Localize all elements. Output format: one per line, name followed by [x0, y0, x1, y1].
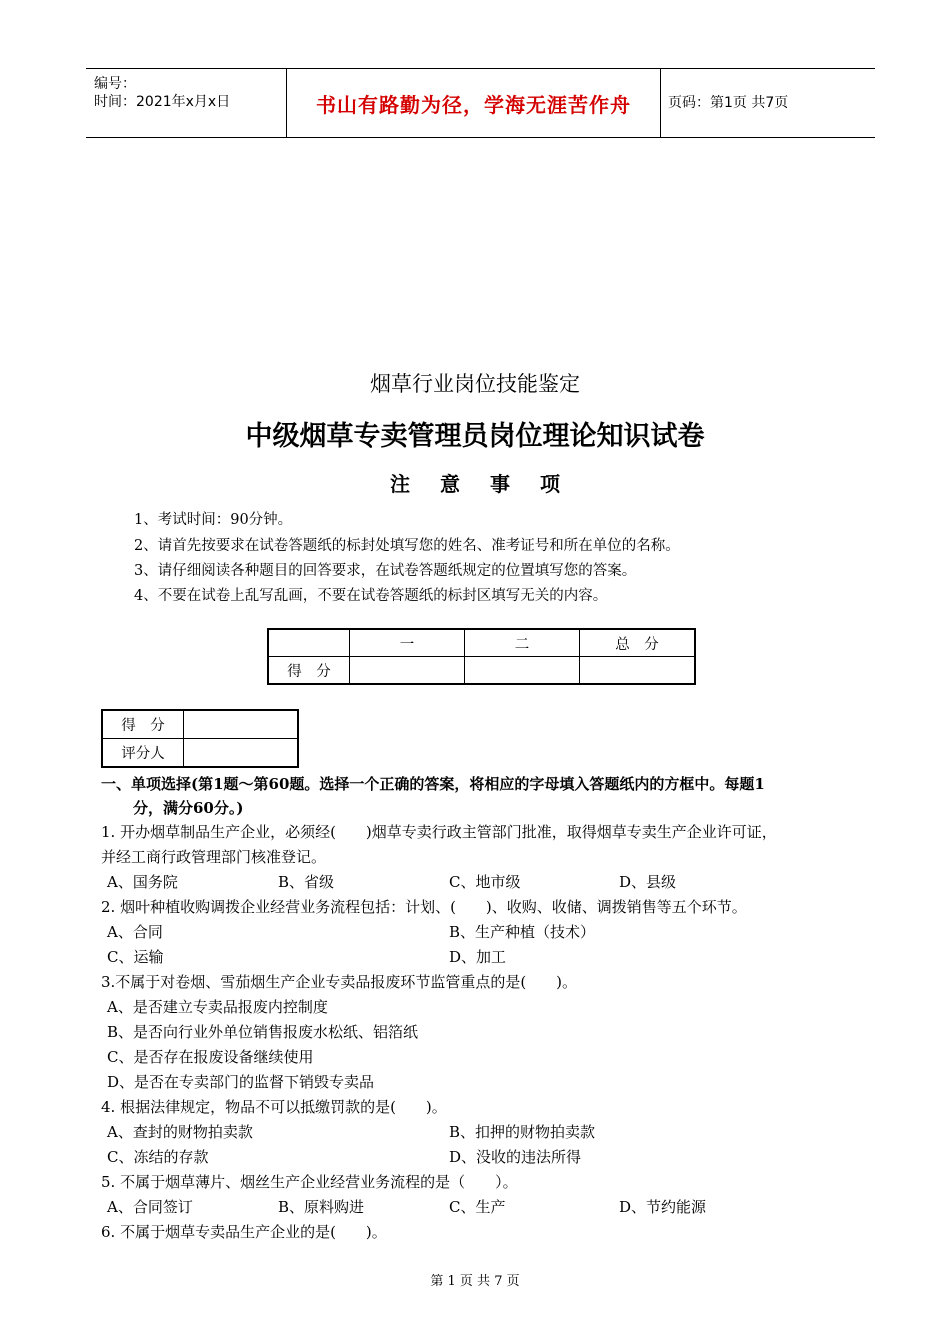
question-2-text: 2. 烟叶种植收购调拨企业经营业务流程包括：计划、( )、收购、收储、调拨销售等五个环节。: [101, 898, 747, 916]
question-6-text: 6. 不属于烟草专卖品生产企业的是( )。: [101, 1223, 387, 1241]
question-1-text: 1. 开办烟草制品生产企业，必须经( )烟草专卖行政主管部门批准，取得烟草专卖生产企业许可证，: [101, 823, 777, 841]
page-label: 页码：第1页 共7页: [668, 95, 789, 111]
question-3-option-c[interactable]: C、是否存在报废设备继续使用: [107, 1048, 314, 1066]
score-table-header-cell: 总 分: [580, 629, 696, 657]
question-3-text: 3.不属于对卷烟、雪茄烟生产企业专卖品报废环节监管重点的是( )。: [101, 973, 578, 991]
notice-item: 2、请首先按要求在试卷答题纸的标封处填写您的姓名、准考证号和所在单位的名称。: [134, 538, 680, 554]
score-table-header-cell: [268, 629, 350, 657]
section-heading-line: 分，满分60分。): [133, 799, 244, 817]
score-table: [267, 628, 696, 685]
question-1-option-d[interactable]: D、县级: [619, 873, 677, 891]
question-5-option-d[interactable]: D、节约能源: [619, 1198, 707, 1216]
question-2-option-b[interactable]: B、生产种植（技术）: [449, 923, 596, 941]
grader-table-row: [102, 710, 298, 739]
header-page-cell: [660, 69, 875, 137]
question-4-option-d[interactable]: D、没收的违法所得: [449, 1148, 582, 1166]
time-label: 时间：2021年x月x日: [94, 94, 231, 110]
question-3-option-a[interactable]: A、是否建立专卖品报废内控制度: [107, 998, 328, 1016]
question-1-option-a[interactable]: A、国务院: [107, 873, 178, 891]
motto: 书山有路勤为径，学海无涯苦作舟: [316, 92, 631, 117]
question-5-option-a[interactable]: A、合同签订: [107, 1198, 193, 1216]
section-heading-line: 一、单项选择(第1题～第60题。选择一个正确的答案，将相应的字母填入答题纸内的方框中。每题1: [101, 775, 765, 793]
question-2-option-a[interactable]: A、合同: [107, 923, 163, 941]
notice-item: 1、考试时间：90分钟。: [134, 512, 293, 528]
score-table-header-row: [268, 629, 695, 657]
score-row-label: 得 分: [268, 657, 350, 685]
grader-label: 评分人: [102, 739, 184, 768]
grader-score-cell[interactable]: [184, 710, 299, 739]
section-heading: [101, 772, 871, 820]
score-table-header-cell: 一: [350, 629, 465, 657]
header-meta: [86, 69, 286, 137]
notice-item: 4、不要在试卷上乱写乱画，不要在试卷答题纸的标封区填写无关的内容。: [134, 588, 608, 604]
document-title: 中级烟草专卖管理员岗位理论知识试卷: [245, 421, 705, 452]
grader-table-row: [102, 739, 298, 768]
grader-score-label: 得 分: [102, 710, 184, 739]
question-4-option-c[interactable]: C、冻结的存款: [107, 1148, 209, 1166]
question-4-option-b[interactable]: B、扣押的财物拍卖款: [449, 1123, 596, 1141]
page-footer: 第 1 页 共 7 页: [430, 1274, 520, 1289]
score-cell[interactable]: [350, 657, 465, 685]
question-2-option-c[interactable]: C、运输: [107, 948, 164, 966]
page-header: [86, 68, 875, 138]
score-table-row: [268, 657, 695, 685]
question-1-option-b[interactable]: B、省级: [278, 873, 335, 891]
code-label: 编号：: [94, 76, 136, 92]
question-1-text-cont: 并经工商行政管理部门核准登记。: [101, 848, 327, 866]
question-5-option-c[interactable]: C、生产: [449, 1198, 506, 1216]
score-cell[interactable]: [465, 657, 580, 685]
grader-cell[interactable]: [184, 739, 299, 768]
question-4-option-a[interactable]: A、查封的财物拍卖款: [107, 1123, 253, 1141]
score-table-header-cell: 二: [465, 629, 580, 657]
notice-heading: 注意事项: [390, 472, 590, 496]
question-1-option-c[interactable]: C、地市级: [449, 873, 521, 891]
question-2-option-d[interactable]: D、加工: [449, 948, 507, 966]
question-3-option-d[interactable]: D、是否在专卖部门的监督下销毁专卖品: [107, 1073, 375, 1091]
document-subtitle: 烟草行业岗位技能鉴定: [370, 372, 580, 396]
question-5-option-b[interactable]: B、原料购进: [278, 1198, 365, 1216]
score-cell[interactable]: [580, 657, 696, 685]
grader-table: [101, 709, 299, 768]
question-3-option-b[interactable]: B、是否向行业外单位销售报废水松纸、铝箔纸: [107, 1023, 419, 1041]
notice-item: 3、请仔细阅读各种题目的回答要求，在试卷答题纸规定的位置填写您的答案。: [134, 563, 637, 579]
header-motto-cell: [286, 69, 661, 137]
question-4-text: 4. 根据法律规定，物品不可以抵缴罚款的是( )。: [101, 1098, 447, 1116]
question-5-text: 5. 不属于烟草薄片、烟丝生产企业经营业务流程的是（ ）。: [101, 1173, 518, 1191]
